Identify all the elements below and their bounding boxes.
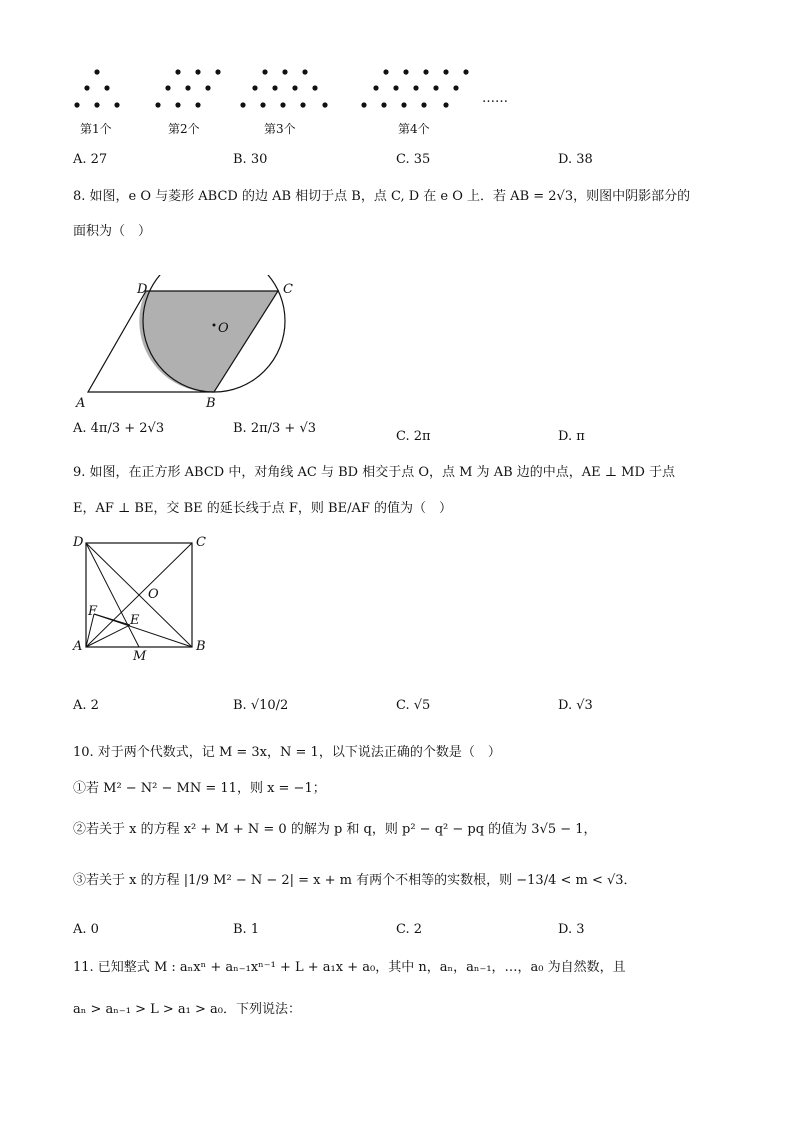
q10-option-b: B. 1 — [233, 922, 260, 937]
label-b: B — [206, 396, 216, 411]
label-a: A — [76, 396, 86, 411]
q11-stem-line1: 11. 已知整式 M : aₙxⁿ + aₙ₋₁xⁿ⁻¹ + L + a₁x + a₀，其中 n，aₙ，aₙ₋₁，…，a₀ 为自然数，且 — [73, 960, 626, 975]
label-b: B — [196, 639, 206, 654]
center-o — [213, 324, 216, 327]
dot-pattern-3 — [240, 69, 327, 107]
pattern-label-4: 第4个 — [398, 122, 430, 136]
q10-option-d: D. 3 — [558, 922, 585, 937]
q9-option-d: D. √3 — [558, 698, 593, 713]
q9-stem-line2: E，AF ⊥ BE，交 BE 的延长线于点 F，则 BE/AF 的值为（ ） — [73, 501, 452, 516]
q10-statement-1: ①若 M² − N² − MN = 11，则 x = −1； — [73, 781, 326, 796]
q7-option-d: D. 38 — [558, 152, 593, 167]
label-f: F — [88, 604, 98, 619]
label-a: A — [73, 639, 83, 654]
ellipsis: …… — [482, 91, 508, 106]
pattern-label-1: 第1个 — [80, 122, 112, 136]
label-o: O — [148, 587, 159, 602]
dot-pattern-2 — [155, 69, 220, 107]
label-c: C — [196, 535, 206, 550]
q9-option-a: A. 2 — [73, 698, 99, 713]
q11-stem-line2: aₙ > aₙ₋₁ > L > a₁ > a₀．下列说法： — [73, 1002, 302, 1017]
q8-stem-line2: 面积为（ ） — [73, 224, 152, 239]
label-e: E — [130, 613, 140, 628]
q8-option-c: C. 2π — [396, 429, 431, 444]
q7-option-a: A. 27 — [73, 152, 108, 167]
q8-stem-line1: 8. 如图，e O 与菱形 ABCD 的边 AB 相切于点 B，点 C, D 在 e O 上．若 AB = 2√3，则图中阴影部分的 — [73, 189, 691, 204]
pattern-label-3: 第3个 — [264, 122, 296, 136]
q8-option-b: B. 2π/3 + √3 — [233, 421, 316, 436]
label-d: D — [73, 535, 84, 550]
q8-option-d: D. π — [558, 429, 585, 444]
segment-ae — [86, 625, 130, 647]
q8-figure — [70, 275, 310, 415]
q10-statement-3: ③若关于 x 的方程 |1/9 M² − N − 2| = x + m 有两个不相等的实数根，则 −13/4 < m < √3． — [73, 873, 637, 888]
label-c: C — [283, 282, 293, 297]
label-d: D — [137, 282, 148, 297]
q10-stem: 10. 对于两个代数式，记 M = 3x，N = 1，以下说法正确的个数是（ ） — [73, 745, 501, 760]
label-o: O — [218, 321, 229, 336]
q10-option-a: A. 0 — [73, 922, 99, 937]
q9-option-b: B. √10/2 — [233, 698, 289, 713]
segment-md — [86, 543, 139, 647]
q9-option-c: C. √5 — [396, 698, 431, 713]
q10-statement-2: ②若关于 x 的方程 x² + M + N = 0 的解为 p 和 q，则 p² − q² − pq 的值为 3√5 − 1， — [73, 822, 597, 837]
q8-option-a: A. 4π/3 + 2√3 — [73, 421, 165, 436]
q10-option-c: C. 2 — [396, 922, 423, 937]
q7-option-b: B. 30 — [233, 152, 268, 167]
label-m: M — [133, 649, 147, 664]
q7-option-c: C. 35 — [396, 152, 431, 167]
dot-pattern-4 — [361, 69, 468, 107]
q9-stem-line1: 9. 如图，在正方形 ABCD 中，对角线 AC 与 BD 相交于点 O，点 M 为 AB 边的中点，AE ⊥ MD 于点 — [73, 465, 675, 480]
pattern-label-2: 第2个 — [168, 122, 200, 136]
dot-pattern-1 — [74, 69, 119, 107]
